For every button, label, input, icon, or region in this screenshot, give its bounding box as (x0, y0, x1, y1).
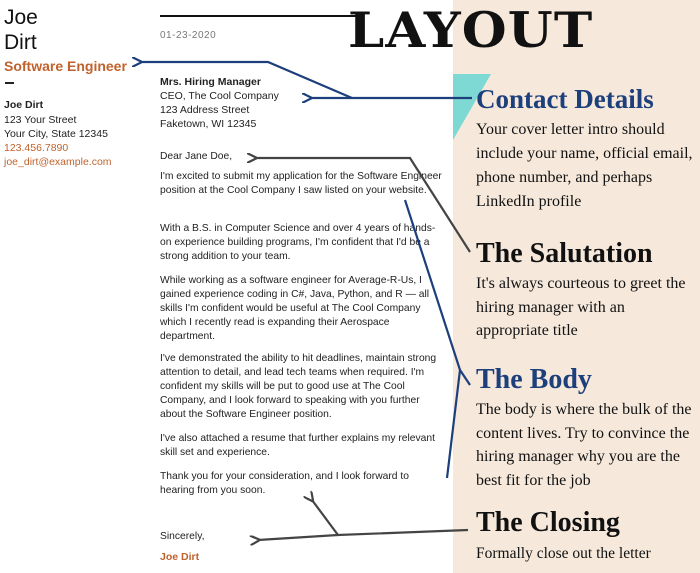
contact-details-description: Your cover letter intro should include your name, official email, phone number, and perhaps LinkedIn profile (476, 121, 693, 210)
recipient-line: Faketown, WI 12345 (160, 118, 257, 130)
letter-paragraph: I've demonstrated the ability to hit deadlines, maintain strong attention to detail, and lead tech teams when required. I'm confident my skills will be put to good use at The Cool Company, and I look forward to speaking with you further about the Software Engineer position. (160, 353, 437, 420)
arrow-body-bracket (405, 200, 460, 478)
letter-paragraph: I'm excited to submit my application for the Software Engineer position at the Cool Company I saw listed on your website. (160, 171, 442, 196)
letter-closing: Sincerely, (160, 531, 205, 542)
letter-paragraph: I've also attached a resume that further explains my relevant skill set and experience. (160, 433, 435, 458)
closing-description: Formally close out the letter (476, 545, 651, 562)
arrow-contact-to-title (140, 62, 352, 98)
arrow-body-tip (460, 370, 470, 385)
contact-email: joe_dirt@example.com (4, 156, 112, 168)
letter-paragraph: While working as a software engineer for Average-R-Us, I gained experience coding in C#, Java, Python, and R — all skills I'm confident would be useful at The Cool Company which I recently read is expanding their Aerospace department. (160, 275, 430, 342)
contact-details-heading: Contact Details (476, 84, 654, 114)
contact-street: 123 Your Street (4, 114, 77, 126)
recipient-line: CEO, The Cool Company (160, 90, 279, 102)
letter-paragraph: Thank you for your consideration, and I look forward to hearing from you soon. (160, 471, 409, 496)
letter-date: 01-23-2020 (160, 30, 217, 41)
salutation-heading: The Salutation (476, 238, 653, 269)
arrow-closing-up (312, 500, 468, 535)
last-name: Dirt (4, 31, 37, 54)
salutation-description: It's always courteous to greet the hiring manager with an appropriate title (476, 275, 686, 339)
letter-paragraph: With a B.S. in Computer Science and over 4 years of hands-on experience building programs, I'm confident that I'd be a strong addition to your team. (160, 223, 436, 262)
letter-signature: Joe Dirt (160, 551, 200, 563)
arrow-closing-left (258, 535, 338, 540)
recipient-line: 123 Address Street (160, 104, 250, 116)
recipient-name: Mrs. Hiring Manager (160, 76, 261, 88)
letter-greeting: Dear Jane Doe, (160, 151, 233, 162)
job-title: Software Engineer (4, 58, 127, 74)
first-name: Joe (4, 6, 38, 29)
arrow-salutation (255, 158, 470, 252)
contact-name: Joe Dirt (4, 99, 44, 111)
contact-phone: 123.456.7890 (4, 142, 69, 154)
closing-heading: The Closing (476, 507, 620, 538)
layout-title: LAYOUT (348, 2, 594, 59)
contact-city: Your City, State 12345 (4, 128, 108, 140)
body-description: The body is where the bulk of the content lives. Try to convince the hiring manager why you are the best fit for the job (476, 401, 692, 489)
body-heading: The Body (476, 364, 592, 395)
